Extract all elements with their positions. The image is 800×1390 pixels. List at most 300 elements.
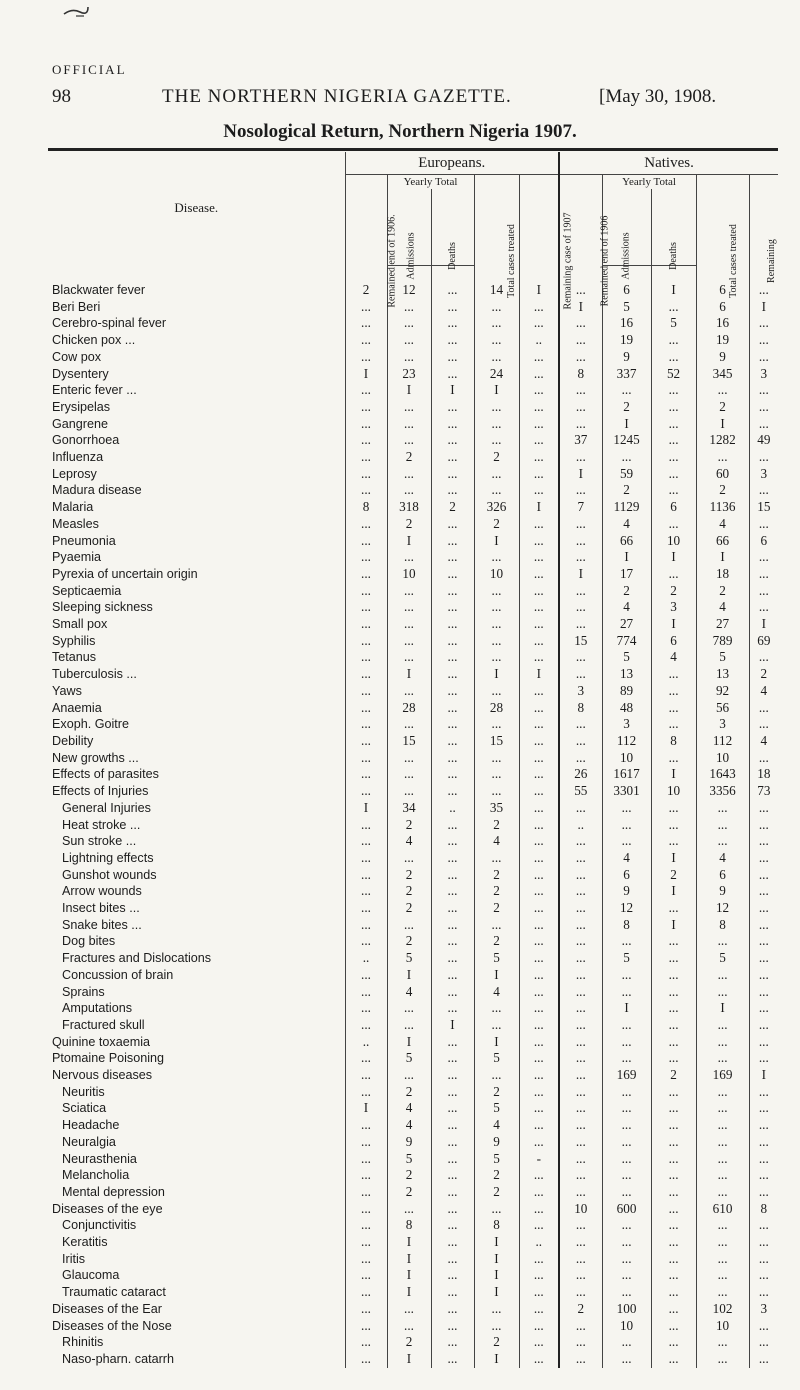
native-remained-cell: ...: [559, 533, 602, 550]
native-remained-cell: ...: [559, 666, 602, 683]
euro-remaining-cell: ...: [519, 1184, 559, 1201]
table-row: [48, 967, 778, 984]
native-remaining-cell: 3: [749, 366, 778, 383]
native-admissions-cell: 8: [602, 917, 651, 934]
native-admissions-cell: ...: [602, 933, 651, 950]
native-deaths-cell: ...: [651, 1217, 696, 1234]
native-total-treated-cell: 112: [696, 733, 749, 750]
native-total-treated-cell: 13: [696, 666, 749, 683]
euro-deaths-header: Deaths: [431, 189, 474, 266]
native-total-treated-cell: 18: [696, 566, 749, 583]
euro-remained-cell: ...: [361, 1183, 371, 1199]
table-row: [48, 566, 778, 583]
native-remained-cell: ...: [559, 549, 602, 566]
euro-total-treated-cell: 10: [474, 566, 519, 583]
euro-total-treated-cell: ...: [474, 1201, 519, 1218]
euro-admissions-cell: ...: [387, 917, 431, 934]
native-remained-cell: ...: [559, 900, 602, 917]
native-deaths-cell: I: [651, 917, 696, 934]
native-remaining-cell: 2: [749, 666, 778, 683]
native-total-treated-cell: 1643: [696, 766, 749, 783]
euro-deaths-cell: ...: [431, 1100, 474, 1117]
euro-admissions-cell: 23: [387, 366, 431, 383]
native-remained-cell: ...: [559, 649, 602, 666]
table-row: [48, 683, 778, 700]
euro-remaining-cell: ...: [519, 933, 559, 950]
native-remaining-cell: ...: [749, 416, 778, 433]
euro-total-treated-cell: ...: [474, 616, 519, 633]
euro-remaining-cell: ...: [519, 549, 559, 566]
euro-total-treated-cell: ...: [474, 599, 519, 616]
native-remaining-cell: ...: [749, 1234, 778, 1251]
native-remaining-cell: ...: [749, 1267, 778, 1284]
native-deaths-cell: I: [651, 549, 696, 566]
euro-deaths-cell: ...: [431, 984, 474, 1001]
native-deaths-cell: ...: [651, 750, 696, 767]
disease-name-cell: Sun stroke ...: [48, 833, 345, 850]
euro-deaths-cell: ...: [431, 566, 474, 583]
native-remaining-cell: ...: [749, 482, 778, 499]
disease-name-cell: Pyrexia of uncertain origin: [48, 566, 345, 583]
gazette-title: THE NORTHERN NIGERIA GAZETTE.: [162, 86, 512, 107]
euro-remained-cell: ...: [361, 1050, 371, 1066]
disease-name-cell: Diseases of the Nose: [48, 1318, 345, 1335]
native-remained-cell: ...: [559, 1134, 602, 1151]
euro-total-treated-cell: 2: [474, 867, 519, 884]
euro-remaining-cell: ...: [519, 566, 559, 583]
native-remaining-cell: ...: [749, 1017, 778, 1034]
euro-deaths-cell: ...: [431, 700, 474, 717]
native-total-treated-cell: 6: [696, 299, 749, 316]
table-row: [48, 984, 778, 1001]
euro-remained-cell: ...: [361, 649, 371, 665]
native-total-treated-cell: ...: [696, 1334, 749, 1351]
euro-total-treated-cell: ...: [474, 1318, 519, 1335]
disease-name-cell: Lightning effects: [48, 850, 345, 867]
disease-name-cell: Syphilis: [48, 633, 345, 650]
native-admissions-cell: 10: [602, 1318, 651, 1335]
euro-deaths-cell: ...: [431, 1318, 474, 1335]
euro-deaths-cell: ...: [431, 883, 474, 900]
native-remaining-cell: ...: [749, 332, 778, 349]
euro-admissions-cell: I: [387, 1284, 431, 1301]
native-remained-cell: ...: [559, 1067, 602, 1084]
native-total-treated-cell: 789: [696, 633, 749, 650]
native-remaining-cell: ...: [749, 399, 778, 416]
disease-name-cell: Dog bites: [48, 933, 345, 950]
native-remained-cell: ...: [559, 315, 602, 332]
native-total-treated-cell: I: [696, 549, 749, 566]
native-remained-cell: ...: [559, 1050, 602, 1067]
euro-total-treated-cell: 28: [474, 700, 519, 717]
native-admissions-cell: 112: [602, 733, 651, 750]
euro-remained-cell: ...: [361, 432, 371, 448]
native-admissions-cell: 17: [602, 566, 651, 583]
euro-total-treated-cell: ...: [474, 416, 519, 433]
euro-remained-cell: ...: [361, 699, 371, 715]
native-remaining-cell: ...: [749, 850, 778, 867]
native-deaths-cell: ...: [651, 1050, 696, 1067]
euro-admissions-cell: I: [387, 666, 431, 683]
euro-admissions-cell: ...: [387, 1017, 431, 1034]
native-admissions-cell: 6: [602, 266, 651, 299]
euro-deaths-cell: ...: [431, 1334, 474, 1351]
disease-name-cell: Arrow wounds: [48, 883, 345, 900]
natives-group-header: Natives.: [559, 152, 778, 175]
euro-total-treated-cell: 5: [474, 1050, 519, 1067]
table-row: [48, 1351, 778, 1368]
native-remained-cell: 10: [559, 1201, 602, 1218]
disease-name-cell: Glaucoma: [48, 1267, 345, 1284]
native-admissions-cell: ...: [602, 800, 651, 817]
native-remained-cell: ...: [559, 1100, 602, 1117]
native-total-treated-cell: ...: [696, 1050, 749, 1067]
native-remained-cell: ...: [559, 583, 602, 600]
euro-remained-cell: ...: [361, 833, 371, 849]
euro-admissions-cell: ...: [387, 299, 431, 316]
disease-column-header: Disease.: [48, 152, 345, 266]
native-remaining-cell: ...: [749, 549, 778, 566]
table-row: [48, 1000, 778, 1017]
table-row: [48, 700, 778, 717]
euro-deaths-cell: ...: [431, 1134, 474, 1151]
native-remaining-cell: ...: [749, 449, 778, 466]
euro-remaining-cell: ...: [519, 399, 559, 416]
euro-total-treated-cell: ...: [474, 1000, 519, 1017]
native-deaths-cell: ...: [651, 833, 696, 850]
euro-total-treated-cell: ...: [474, 850, 519, 867]
euro-admissions-cell: 28: [387, 700, 431, 717]
euro-deaths-cell: ...: [431, 1067, 474, 1084]
native-remained-cell: ...: [559, 1284, 602, 1301]
euro-remaining-cell: ...: [519, 416, 559, 433]
native-deaths-cell: ...: [651, 482, 696, 499]
native-deaths-cell: ...: [651, 700, 696, 717]
euro-deaths-cell: ...: [431, 599, 474, 616]
disease-name-cell: Measles: [48, 516, 345, 533]
euro-deaths-cell: ...: [431, 716, 474, 733]
native-remained-cell: 2: [559, 1301, 602, 1318]
native-total-treated-cell: ...: [696, 1151, 749, 1168]
euro-total-treated-cell: 2: [474, 449, 519, 466]
euro-remained-cell: ...: [361, 465, 371, 481]
euro-remained-cell: ...: [361, 716, 371, 732]
disease-name-cell: Rhinitis: [48, 1334, 345, 1351]
native-remaining-cell: ...: [749, 1334, 778, 1351]
euro-deaths-cell: ...: [431, 432, 474, 449]
table-row: [48, 1067, 778, 1084]
euro-admissions-cell: ...: [387, 315, 431, 332]
euro-remaining-cell: ...: [519, 766, 559, 783]
native-admissions-cell: 4: [602, 516, 651, 533]
native-total-treated-cell: 9: [696, 349, 749, 366]
native-deaths-cell: 4: [651, 649, 696, 666]
native-remaining-cell: ...: [749, 1117, 778, 1134]
disease-name-cell: Cerebro-spinal fever: [48, 315, 345, 332]
euro-admissions-cell: I: [387, 1251, 431, 1268]
euro-remaining-cell: ...: [519, 900, 559, 917]
euro-deaths-cell: ...: [431, 1351, 474, 1368]
native-remained-cell: 37: [559, 432, 602, 449]
euro-remaining-cell: ...: [519, 599, 559, 616]
euro-admissions-cell: ...: [387, 583, 431, 600]
native-total-treated-cell: 5: [696, 950, 749, 967]
native-deaths-cell: ...: [651, 332, 696, 349]
euro-remained-cell: ...: [361, 1016, 371, 1032]
euro-total-treated-cell: ...: [474, 432, 519, 449]
native-remained-cell: ...: [559, 716, 602, 733]
euro-remained-cell: ...: [361, 1117, 371, 1133]
disease-name-cell: Cow pox: [48, 349, 345, 366]
native-total-treated-cell: 9: [696, 883, 749, 900]
native-admissions-cell: 169: [602, 1067, 651, 1084]
native-total-treated-header: Total cases treated: [696, 175, 749, 266]
euro-total-treated-cell: ...: [474, 750, 519, 767]
native-remained-cell: ...: [559, 950, 602, 967]
euro-remained-cell: ...: [361, 1167, 371, 1183]
disease-name-cell: Neurasthenia: [48, 1151, 345, 1168]
euro-remained-cell: ...: [361, 415, 371, 431]
native-deaths-cell: I: [651, 883, 696, 900]
euro-total-treated-cell: 14: [474, 266, 519, 299]
native-deaths-cell: ...: [651, 449, 696, 466]
native-deaths-cell: 2: [651, 1067, 696, 1084]
native-admissions-cell: ...: [602, 1251, 651, 1268]
euro-admissions-cell: 2: [387, 883, 431, 900]
native-total-treated-cell: 4: [696, 516, 749, 533]
native-total-treated-cell: 4: [696, 599, 749, 616]
euro-remaining-cell: I: [519, 266, 559, 299]
euro-remained-cell: ...: [361, 1250, 371, 1266]
native-remained-cell: ...: [559, 733, 602, 750]
euro-total-treated-cell: ...: [474, 466, 519, 483]
native-deaths-cell: 6: [651, 499, 696, 516]
euro-remaining-cell: ...: [519, 1201, 559, 1218]
native-remained-cell: ...: [559, 1318, 602, 1335]
euro-remaining-cell: ...: [519, 833, 559, 850]
native-admissions-cell: 100: [602, 1301, 651, 1318]
table-row: [48, 1084, 778, 1101]
euro-total-treated-cell: I: [474, 1267, 519, 1284]
native-admissions-cell: ...: [602, 1267, 651, 1284]
euro-deaths-cell: ...: [431, 1084, 474, 1101]
euro-total-treated-cell: ...: [474, 482, 519, 499]
euro-total-treated-cell: 35: [474, 800, 519, 817]
native-deaths-cell: ...: [651, 466, 696, 483]
euro-remaining-cell: I: [519, 666, 559, 683]
euro-deaths-cell: ...: [431, 533, 474, 550]
table-row: [48, 817, 778, 834]
euro-admissions-cell: 10: [387, 566, 431, 583]
native-remaining-cell: ...: [749, 566, 778, 583]
euro-deaths-cell: ...: [431, 1034, 474, 1051]
native-deaths-cell: ...: [651, 1167, 696, 1184]
native-admissions-cell: ...: [602, 1151, 651, 1168]
euro-remaining-cell: ..: [519, 332, 559, 349]
native-remaining-cell: ...: [749, 1351, 778, 1368]
euro-deaths-cell: ...: [431, 449, 474, 466]
native-remained-cell: 3: [559, 683, 602, 700]
disease-name-cell: Melancholia: [48, 1167, 345, 1184]
nosological-table: [48, 152, 778, 1368]
native-admissions-cell: ...: [602, 833, 651, 850]
table-row: [48, 466, 778, 483]
euro-admissions-cell: 4: [387, 1100, 431, 1117]
native-deaths-cell: ...: [651, 1267, 696, 1284]
euro-remained-cell: ...: [361, 1083, 371, 1099]
native-remained-cell: 55: [559, 783, 602, 800]
native-deaths-cell: 10: [651, 783, 696, 800]
native-remaining-cell: I: [749, 1067, 778, 1084]
disease-name-cell: Snake bites ...: [48, 917, 345, 934]
euro-total-treated-cell: I: [474, 1251, 519, 1268]
native-remaining-cell: ...: [749, 817, 778, 834]
euro-remained-cell: ...: [361, 783, 371, 799]
euro-admissions-cell: ...: [387, 633, 431, 650]
native-deaths-cell: ...: [651, 1318, 696, 1335]
native-remaining-cell: ...: [749, 1034, 778, 1051]
native-remaining-cell: ...: [749, 967, 778, 984]
euro-total-treated-cell: ...: [474, 583, 519, 600]
native-admissions-cell: ...: [602, 967, 651, 984]
native-total-treated-cell: 610: [696, 1201, 749, 1218]
euro-deaths-cell: ...: [431, 583, 474, 600]
euro-remaining-cell: ...: [519, 984, 559, 1001]
table-body: [48, 266, 778, 1368]
euro-deaths-cell: ...: [431, 1284, 474, 1301]
euro-remained-cell: ...: [361, 816, 371, 832]
disease-name-cell: Fractured skull: [48, 1017, 345, 1034]
euro-remained-cell: ...: [361, 1200, 371, 1216]
euro-total-treated-cell: 326: [474, 499, 519, 516]
native-admissions-cell: 774: [602, 633, 651, 650]
euro-deaths-cell: ...: [431, 1267, 474, 1284]
euro-remaining-cell: ...: [519, 1251, 559, 1268]
native-remaining-cell: ...: [749, 1100, 778, 1117]
euro-remained-cell: ...: [361, 482, 371, 498]
table-row: [48, 1100, 778, 1117]
euro-remained-cell: ...: [361, 298, 371, 314]
native-total-treated-cell: 8: [696, 917, 749, 934]
native-deaths-cell: ...: [651, 1084, 696, 1101]
native-total-treated-cell: 169: [696, 1067, 749, 1084]
disease-name-cell: Gonorrhoea: [48, 432, 345, 449]
native-total-treated-cell: ...: [696, 967, 749, 984]
native-remained-cell: ...: [559, 266, 602, 299]
native-remaining-cell: ...: [749, 1251, 778, 1268]
native-admissions-cell: 337: [602, 366, 651, 383]
native-deaths-cell: ...: [651, 950, 696, 967]
native-remained-cell: ...: [559, 867, 602, 884]
euro-admissions-cell: ...: [387, 783, 431, 800]
euro-remained-cell: ...: [361, 1150, 371, 1166]
native-total-treated-cell: ...: [696, 1017, 749, 1034]
euro-deaths-cell: ...: [431, 549, 474, 566]
native-remaining-cell: 6: [749, 533, 778, 550]
euro-remaining-cell: ...: [519, 733, 559, 750]
euro-remaining-cell: ...: [519, 382, 559, 399]
native-remaining-cell: 18: [749, 766, 778, 783]
native-admissions-cell: 10: [602, 750, 651, 767]
native-remained-cell: 7: [559, 499, 602, 516]
table-row: [48, 783, 778, 800]
euro-remained-cell: ...: [361, 1284, 371, 1300]
table-row: [48, 549, 778, 566]
native-total-treated-cell: 6: [696, 867, 749, 884]
euro-remained-header: Remained end of 1906.: [386, 213, 398, 308]
table-row: [48, 516, 778, 533]
europeans-group-header: Europeans.: [345, 152, 559, 175]
euro-remaining-cell: ...: [519, 533, 559, 550]
euro-total-treated-cell: 4: [474, 833, 519, 850]
disease-name-cell: Beri Beri: [48, 299, 345, 316]
native-deaths-cell: ...: [651, 683, 696, 700]
euro-remaining-cell: ...: [519, 1017, 559, 1034]
native-deaths-cell: ...: [651, 1184, 696, 1201]
native-total-treated-cell: 92: [696, 683, 749, 700]
native-remaining-cell: 8: [749, 1201, 778, 1218]
euro-admissions-cell: 9: [387, 1134, 431, 1151]
table-row: [48, 716, 778, 733]
euro-admissions-cell: ...: [387, 1301, 431, 1318]
title-rule: [48, 148, 778, 151]
euro-admissions-header: Admissions: [387, 189, 431, 266]
native-admissions-cell: ...: [602, 1084, 651, 1101]
disease-name-cell: Debility: [48, 733, 345, 750]
native-admissions-cell: ...: [602, 1217, 651, 1234]
table-row: [48, 766, 778, 783]
native-remained-cell: ...: [559, 933, 602, 950]
euro-admissions-cell: 12: [387, 266, 431, 299]
native-total-treated-cell: 345: [696, 366, 749, 383]
euro-total-treated-cell: 4: [474, 984, 519, 1001]
disease-name-cell: Insect bites ...: [48, 900, 345, 917]
disease-name-cell: Pyaemia: [48, 549, 345, 566]
euro-total-treated-cell: I: [474, 666, 519, 683]
native-deaths-cell: 6: [651, 633, 696, 650]
euro-remaining-cell: I: [519, 499, 559, 516]
table-row: [48, 1050, 778, 1067]
native-admissions-cell: 66: [602, 533, 651, 550]
euro-deaths-cell: ...: [431, 1000, 474, 1017]
disease-name-cell: Sciatica: [48, 1100, 345, 1117]
native-total-treated-cell: ...: [696, 1084, 749, 1101]
euro-remained-cell: ...: [361, 382, 371, 398]
euro-admissions-cell: 2: [387, 516, 431, 533]
euro-remained-cell: ...: [361, 515, 371, 531]
euro-deaths-cell: I: [431, 382, 474, 399]
euro-total-treated-cell: ...: [474, 549, 519, 566]
native-total-treated-cell: 6: [696, 266, 749, 299]
disease-name-cell: General Injuries: [48, 800, 345, 817]
disease-name-cell: Ptomaine Poisoning: [48, 1050, 345, 1067]
euro-remaining-cell: ...: [519, 1351, 559, 1368]
native-total-treated-cell: ...: [696, 1100, 749, 1117]
native-deaths-cell: 52: [651, 366, 696, 383]
disease-name-cell: Diseases of the Ear: [48, 1301, 345, 1318]
euro-total-treated-header: Total cases treated: [474, 175, 519, 266]
native-admissions-cell: ...: [602, 1017, 651, 1034]
native-total-treated-cell: 3356: [696, 783, 749, 800]
native-remaining-cell: ...: [749, 382, 778, 399]
native-remaining-cell: ...: [749, 315, 778, 332]
euro-deaths-cell: ...: [431, 299, 474, 316]
euro-remaining-cell: ...: [519, 616, 559, 633]
native-total-treated-cell: ...: [696, 1267, 749, 1284]
native-deaths-cell: ...: [651, 349, 696, 366]
euro-total-treated-cell: I: [474, 533, 519, 550]
native-total-treated-cell: ...: [696, 984, 749, 1001]
